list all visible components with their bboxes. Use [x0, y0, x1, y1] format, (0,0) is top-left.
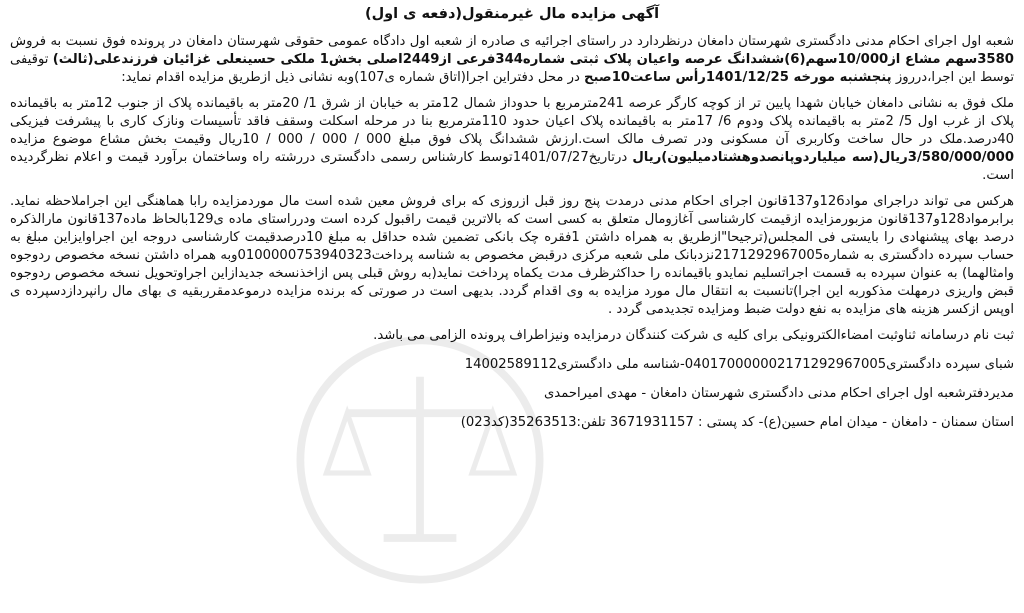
registration-note: ثبت نام درسامانه ثناوثبت امضاءالکترونیکی برای کلیه ی شرکت کنندگان درمزایده ونیزاطراف پرونده الزامی می باشد. — [373, 328, 1014, 343]
share-value-bold: 3/580/000/000ریال(سه میلیاردوپانصدوهشتادمیلیون)ریال — [632, 150, 1014, 165]
property-text-c: درتاریخ1401/07/27توسط کارشناس رسمی دادگستری دررشته راه وساختمان برآورد قیمت و اعلام نظرگردیده است. — [10, 150, 1014, 183]
manager-signature-line: مدیردفترشعبه اول اجرای احکام مدنی دادگستری شهرستان دامغان - مهدی امیراحمدی — [543, 386, 1014, 401]
intro-paragraph — [10, 33, 1014, 87]
address-line: استان سمنان - دامغان - میدان امام حسین(ع)- کد پستی : 3671931157 تلفن:35263513(کد023) — [460, 415, 1014, 430]
intro-text-e: در محل دفتراین اجرا(اتاق شماره ی107)وبه نشانی ذیل ازطریق مزایده اقدام نماید: — [121, 70, 580, 85]
intro-text-a: شعبه اول اجرای احکام مدنی دادگستری شهرستان دامغان درنظردارد در راستای اجرائیه ی صادره از شعبه اول دادگاه عمومی حقوقی شهرستان دامغان در پرونده فوق نسبت به فروش — [10, 34, 1014, 49]
intro-text-c: توقیفی توسط این اجرا،درروز — [10, 52, 1014, 85]
property-text-a: ملک فوق به نشانی دامغان خیابان شهدا پایین تر از کوچه کارگر عرصه 241مترمربع با حدوداز شمال 12متر به خیابان از شرق 1/ 20متر به باقیمانده پلاک از جنوب 12متر به باقیمانده پلاک از غرب اول 5/ 2متر به باقیمانده پلاک ودوم 6/ 17متر به باقیمانده پلاک اعیان حدود 110مترمربع بنا در مرحله اسکلت وسقف فاقد تأسیسات ونازک کاری با پیشرفت فیزیکی 40درصد.ملک در حال ساخت وکاربری آن مسکونی ودر تصرف مالک است.ارزش ششدانگ پلاک فوق مبلغ 000 / 000 / 000 / 10ریال وقیمت بخش مشاع موضوع مزایده — [10, 96, 1015, 147]
auction-date-bold: پنجشنبه مورخه 1401/12/25رأس ساعت10صبح — [584, 70, 892, 85]
notice-title: آگهی مزایده مال غیرمنقول(دفعه ی اول) — [364, 6, 660, 22]
shaba-line: شبای سپرده دادگستری040170000002171292967005-شناسه ملی دادگستری14002589112 — [464, 357, 1014, 372]
conditions-paragraph: هرکس می تواند دراجرای مواد126و137قانون اجرای احکام مدنی درمدت پنج روز قبل ازروزی که برای فروش معین شده است مال موردمزایده رابا هماهنگی این اجراملاحظه نماید. برابرمواد128و137قانون مزبورمزایده ازقیمت کارشناسی آغازومال متعلق به کسی است که بالاترین قیمت راقبول کرده است ودرراستای ماده ی129بالحاظ ماده137قانون مارالذکره درصد بهای پیشنهادی را بایستی فی المجلس(ترجیحا"ازطریق به همراه داشتن 1فقره چک بانکی تضمین شده حداقل به مبلغ 10درصدقیمت کارشناسی دروجه این اجراوایزاین مبلغ به حساب سپرده دادگستری به شماره2171292967005نزدبانک ملی شعبه مرکزی درقبض مخصوص به شناسه پرداخت0100000753940323وبه همراه داشتن نسخه مخصوص ردوجوه وامثالهما) به عنوان سپرده به قسمت اجراتسلیم نمایدو باقیمانده را حداکثرظرف مدت یکماه پرداخت نماید(به روش قبلی پس ازاخذنسخه جدیدازاین اجراوتحویل نسخه مخصوص ردوجوه قبض واریزی درمهلت مذکوربه این اجرا)تانسبت به انتقال مال مورد مزایده به وی اقدام گردد. بدیهی است در صورتی که برنده مزایده درموعدمقرربقیه ی بهای مال رانپردازدسپرده ی اوپس ازکسر هزینه های مزایده به نفع دولت ضبط ومزایده تجدیدمی گردد . — [10, 194, 1014, 317]
property-description-paragraph — [10, 95, 1014, 185]
property-share-bold: 3580سهم مشاع از10/000سهم(6)ششدانگ عرصه واعیان پلاک ثبتی شماره344فرعی از2449اصلی بخش1 ملکی حسینعلی غزائیان فرزندعلی(ثالث) — [52, 52, 1014, 67]
